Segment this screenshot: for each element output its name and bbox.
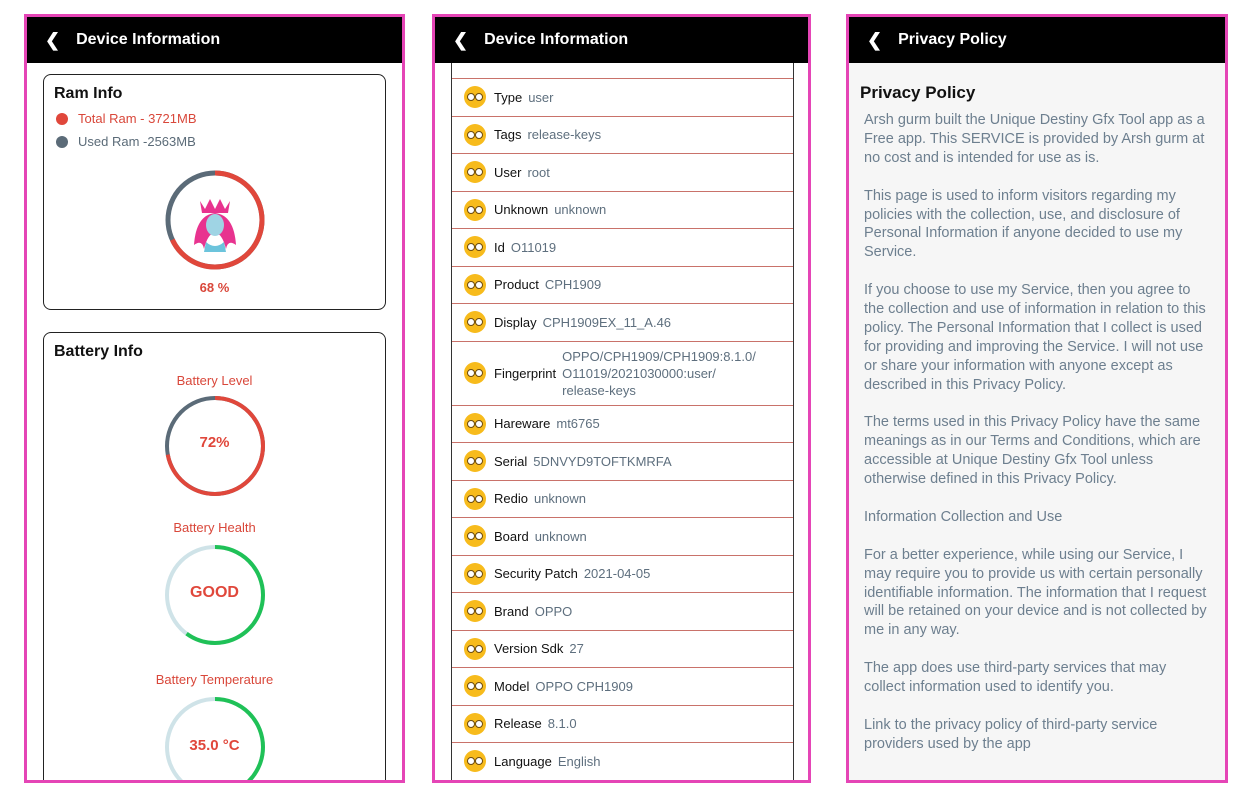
battery-info-title: Battery Info (54, 343, 143, 360)
emoji-icon (464, 713, 486, 735)
property-value: English (557, 753, 601, 769)
red-dot-icon (56, 113, 68, 125)
property-value: release-keys (527, 127, 602, 143)
back-icon[interactable]: ❮ (867, 29, 883, 50)
property-value: O11019 (510, 239, 557, 255)
list-item (452, 117, 793, 155)
property-key: Fingerprint (494, 365, 557, 381)
legend-used-ram (56, 134, 385, 149)
battery-info-card (43, 332, 386, 783)
screen-title: Device Information (76, 31, 221, 48)
policy-paragraph: Information Collection and Use (864, 508, 1063, 525)
property-key: Product (494, 277, 539, 293)
device-info-screen-1 (24, 14, 405, 783)
property-value: root (527, 164, 550, 180)
emoji-icon (464, 638, 486, 660)
ram-ring (162, 167, 268, 273)
emoji-icon (464, 488, 486, 510)
property-value: OPPO CPH1909 (535, 678, 633, 694)
policy-paragraph: If you choose to use my Service, then you agree to the collection and use of information in relation to this policy. The Personal Information that I collect is used for providing and improving the Service. I will not use or share your information with anyone except as described in this Privacy Policy. (864, 282, 1206, 393)
total-ram-text: Total Ram - 3721MB (78, 111, 197, 126)
property-value: CPH1909EX_11_A.46 (542, 314, 672, 330)
property-key: Brand (494, 603, 529, 619)
list-item (452, 79, 793, 117)
emoji-icon (464, 413, 486, 435)
app-bar (435, 17, 808, 63)
property-value: 27 (569, 641, 584, 657)
ram-gauge (162, 167, 268, 295)
property-key: Version Sdk (494, 641, 564, 657)
legend-total-ram (56, 111, 385, 126)
policy-paragraph: For a better experience, while using our Service, I may require you to provide us with certain personally identifiable information. The information that I request will be retained on your device and is not collected by me in any way. (864, 546, 1207, 639)
property-value: unknown (554, 202, 607, 218)
emoji-icon (464, 675, 486, 697)
property-key: Language (494, 753, 552, 769)
property-value: 5DNVYD9TOFTKMRFA (533, 453, 672, 469)
battery-health-gauge (163, 543, 267, 652)
property-key: Serial (494, 453, 528, 469)
list-item-partial (452, 63, 793, 79)
battery-health-label: Battery Health (173, 520, 256, 535)
property-key: Board (494, 528, 529, 544)
list-item (452, 481, 793, 519)
emoji-icon (464, 199, 486, 221)
property-value: user (528, 89, 554, 105)
property-key: Type (494, 89, 523, 105)
list-item (452, 631, 793, 669)
emoji-icon (464, 274, 486, 296)
list-item (452, 229, 793, 267)
list-item (452, 342, 793, 406)
property-value: unknown (534, 528, 587, 544)
list-item (452, 304, 793, 342)
property-key: Id (494, 239, 505, 255)
property-key: Redio (494, 491, 528, 507)
used-ram-text: Used Ram -2563MB (78, 134, 196, 149)
property-key: Security Patch (494, 566, 578, 582)
ram-info-title: Ram Info (54, 85, 123, 102)
privacy-heading: Privacy Policy (860, 83, 976, 102)
list-item (452, 743, 793, 781)
emoji-icon (464, 86, 486, 108)
property-key: Hareware (494, 416, 551, 432)
policy-paragraph: The terms used in this Privacy Policy have the same meanings as in our Terms and Conditions, which are accessible at Unique Destiny Gfx Tool unless otherwise defined in this Privacy Policy. (864, 414, 1201, 488)
screen-title: Device Information (484, 31, 629, 48)
property-value: 8.1.0 (547, 716, 577, 732)
battery-level-label: Battery Level (176, 373, 253, 388)
list-item (452, 406, 793, 444)
property-key: Model (494, 678, 530, 694)
property-key: Unknown (494, 202, 549, 218)
ram-info-card (43, 74, 386, 310)
emoji-icon (464, 311, 486, 333)
emoji-icon (464, 450, 486, 472)
emoji-icon (464, 525, 486, 547)
property-value: OPPO/CPH1909/CPH1909:8.1.0/ O11019/2021030000:user/ release-keys (562, 348, 756, 398)
property-key: Release (494, 716, 542, 732)
emoji-icon (464, 750, 486, 772)
emoji-icon (464, 161, 486, 183)
policy-paragraph: Arsh gurm built the Unique Destiny Gfx Tool app as a Free app. This SERVICE is provided by Arsh gurm at no cost and is intended for use as is. (864, 112, 1205, 166)
battery-temperature-label: Battery Temperature (155, 672, 274, 687)
list-item (452, 154, 793, 192)
property-value: 2021-04-05 (583, 566, 651, 582)
privacy-policy-screen (846, 14, 1228, 783)
property-value: mt6765 (556, 416, 600, 432)
property-value: OPPO (534, 603, 573, 619)
avatar-icon (194, 199, 236, 252)
list-item (452, 192, 793, 230)
policy-paragraph: The app does use third-party services that may collect information used to identify you. (864, 660, 1167, 696)
property-value: unknown (533, 491, 587, 507)
list-item (452, 593, 793, 631)
screen-title: Privacy Policy (898, 31, 1007, 48)
policy-paragraph: Link to the privacy policy of third-party service providers used by the app (864, 716, 1158, 752)
back-icon[interactable]: ❮ (453, 29, 469, 50)
list-item (452, 443, 793, 481)
list-item (452, 668, 793, 706)
device-info-screen-2 (432, 14, 811, 783)
property-key: User (494, 164, 522, 180)
device-property-list[interactable] (451, 63, 794, 781)
app-bar (27, 17, 402, 63)
emoji-icon (464, 236, 486, 258)
battery-level-value: 72% (199, 434, 230, 451)
property-key: Display (494, 314, 537, 330)
list-item (452, 556, 793, 594)
battery-level-gauge (163, 394, 267, 503)
battery-temperature-gauge (163, 695, 267, 783)
back-icon[interactable]: ❮ (45, 29, 61, 50)
list-item (452, 706, 793, 744)
policy-paragraph: This page is used to inform visitors regarding my policies with the collection, use, and disclosure of Personal Information if anyone decided to use my Service. (864, 187, 1183, 261)
emoji-icon (464, 600, 486, 622)
property-key: Tags (494, 127, 522, 143)
privacy-body (849, 111, 1225, 754)
gray-dot-icon (56, 136, 68, 148)
ram-percent: 68 % (199, 280, 230, 295)
list-item (452, 518, 793, 556)
battery-health-value: GOOD (190, 584, 239, 601)
battery-temperature-value: 35.0 °C (189, 737, 240, 754)
list-item (452, 267, 793, 305)
emoji-icon (464, 563, 486, 585)
property-value: CPH1909 (544, 277, 602, 293)
emoji-icon (464, 362, 486, 384)
app-bar (849, 17, 1225, 63)
emoji-icon (464, 124, 486, 146)
